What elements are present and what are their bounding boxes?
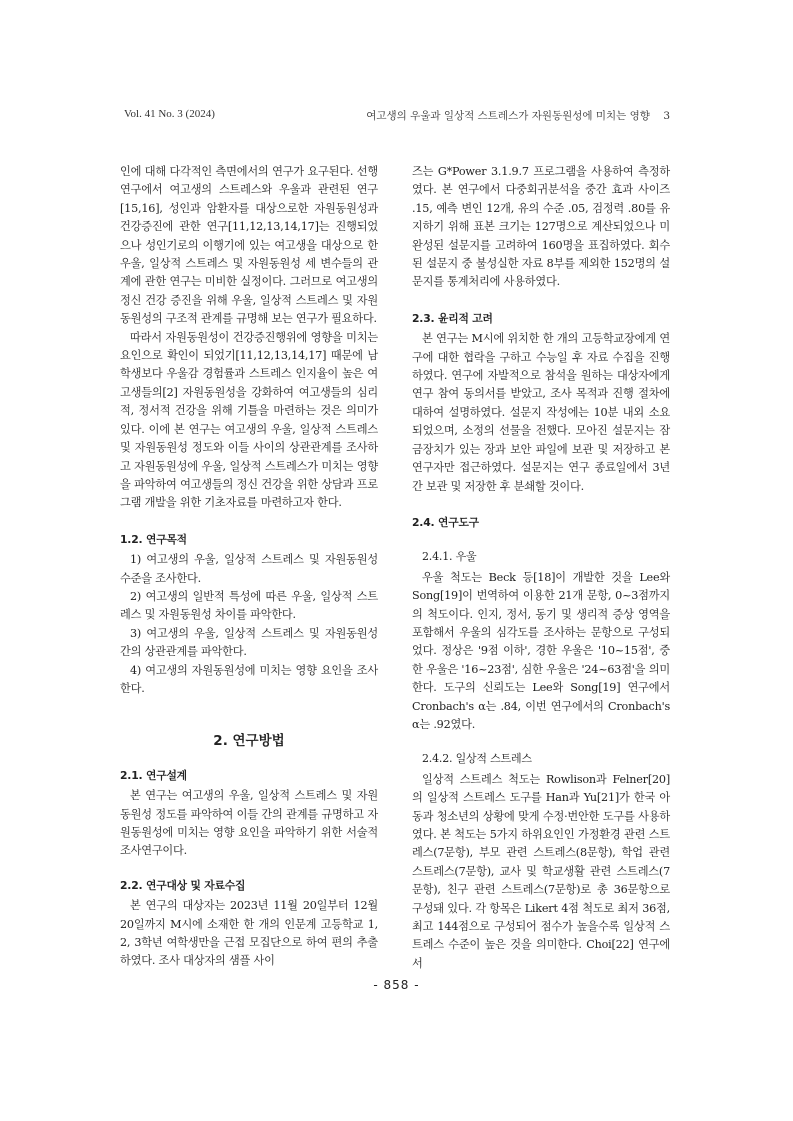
research-design-paragraph: 본 연구는 여고생의 우울, 일상적 스트레스 및 자원동원성 정도를 파악하여 이들 간의 관계를 규명하고 자원동원성에 미치는 영향 요인을 파악하기 위한 서술적 조사연구이다. xyxy=(120,789,378,858)
section-heading-2-4-2: 2.4.2. 일상적 스트레스 xyxy=(422,752,532,766)
intro-paragraph-2: 따라서 자원동원성이 건강증진행위에 영향을 미치는 요인으로 확인이 되었기[11,12,13,14,17] 때문에 남학생보다 우울감 경험률과 스트레스 인지율이 높은 여고생들의[2] 자원동원성을 강화하여 여고생들의 심리적, 정서적 건강을 위해 기틀을 마련하는 것은 의미가 있다. 이에 본 연구는 여고생의 우울, 일상적 스트레스 및 자원동원성 정도와 이들 사이의 상관관계를 조사하고 자원동원성에 우울, 일상적 스트레스가 미치는 영향을 파악하여 여고생들의 정신 건강을 위한 상담과 프로그램 개발을 위한 기초자료를 마련하고자 한다. xyxy=(120,330,378,510)
section-heading-2-1: 2.1. 연구설계 xyxy=(120,768,187,782)
objective-item-1: 1) 여고생의 우울, 일상적 스트레스 및 자원동원성 수준을 조사한다. xyxy=(120,553,378,585)
objective-item-3: 3) 여고생의 우울, 일상적 스트레스 및 자원동원성 간의 상관관계를 파악한다. xyxy=(120,626,378,659)
right-column xyxy=(412,163,670,973)
header-page-number: 3 xyxy=(663,110,670,122)
section-heading-2: 2. 연구방법 xyxy=(213,733,285,750)
running-title xyxy=(366,108,670,123)
objective-item-4: 4) 여고생의 자원동원성에 미치는 영향 요인을 조사한다. xyxy=(120,663,378,695)
page-footer-number: - 858 - xyxy=(373,978,420,992)
sample-size-paragraph: 즈는 G*Power 3.1.9.7 프로그램을 사용하여 측정하였다. 본 연구에서 다중회귀분석을 중간 효과 사이즈 .15, 예측 변인 12개, 유의 수준 .05, 검정력 .80를 유지하기 위해 표본 크기는 127명으로 계산되었으나 미완성된 설문지를 고려하여 160명을 표집하였다. 회수된 설문지 중 불성실한 자료 8부를 제외한 152명의 설문지를 통계처리에 사용하였다. xyxy=(412,165,670,289)
section-heading-1-2: 1.2. 연구목적 xyxy=(120,532,187,546)
depression-scale-paragraph: 우울 척도는 Beck 등[18]이 개발한 것을 Lee와 Song[19]이 번역하여 이용한 21개 문항, 0~3점까지 의 척도이다. 인지, 정서, 동기 및 생리적 증상 영역을 포함해서 우울의 심각도를 조사하는 문항으로 구성되었다. 정상은 '9점 이하', 경한 우울은 '10~15점', 중한 우울은 '16~23점', 심한 우울은 '24~63점'을 의미한다. 도구의 신뢰도는 Lee와 Song[19] 연구에서 Cronbach's α는 .84, 이번 연구에서의 Cronbach's α는 .92였다. xyxy=(412,570,670,731)
section-heading-2-4-1: 2.4.1. 우울 xyxy=(422,550,477,564)
section-heading-2-2: 2.2. 연구대상 및 자료수집 xyxy=(120,878,246,892)
participants-paragraph: 본 연구의 대상자는 2023년 11월 20일부터 12월 20일까지 M시에 소재한 한 개의 인문계 고등학교 1, 2, 3학년 여학생만을 근접 모집단으로 하여 편의 추출하였다. 조사 대상자의 샘플 사이 xyxy=(120,899,378,968)
section-heading-2-3: 2.3. 윤리적 고려 xyxy=(412,311,493,325)
running-title-text: 여고생의 우울과 일상적 스트레스가 자원동원성에 미치는 영향 xyxy=(366,110,650,122)
journal-volume: Vol. 41 No. 3 (2024) xyxy=(124,108,215,120)
intro-paragraph-1: 인에 대해 다각적인 측면에서의 연구가 요구된다. 선행연구에서 여고생의 스트레스와 우울과 관련된 연구[15,16], 성인과 암환자를 대상으로한 자원동원성과 건강증진에 관한 연구[11,12,13,14,17]는 진행되었으나 성인기로의 이행기에 있는 여고생을 대상으로 한 우울, 일상적 스트레스 및 자원동원성 세 변수들의 관계에 관한 연구는 미비한 실정이다. 그러므로 여고생의 정신 건강 증진을 위해 우울, 일상적 스트레스 및 자원동원성의 구조적 관계를 규명해 보는 연구가 필요하다. xyxy=(120,165,378,326)
section-heading-2-4: 2.4. 연구도구 xyxy=(412,515,479,529)
ethics-paragraph: 본 연구는 M시에 위치한 한 개의 고등학교장에게 연구에 대한 협락을 구하고 수능일 후 자료 수집을 진행하였다. 연구에 자발적으로 참석을 원하는 대상자에게 연구 참여 동의서를 받았고, 조사 목적과 진행 절차에 대하여 설명하였다. 설문지 작성에는 10분 내외 소요되었으며, 소정의 선물을 전했다. 모아진 설문지는 잠금장치가 있는 장과 보안 파일에 보관 및 저장하고 본 연구자만 접근하였다. 설문지는 연구 종료일에서 3년간 보관 및 저장한 후 분쇄할 것이다. xyxy=(412,332,670,493)
daily-stress-scale-paragraph: 일상적 스트레스 척도는 Rowlison과 Felner[20]의 일상적 스트레스 도구를 Han과 Yu[21]가 한국 아동과 청소년의 상황에 맞게 수정·번안한 도구를 사용하였다. 본 척도는 5가지 하위요인인 가정환경 관련 스트레스(7문항), 부모 관련 스트레스(8문항), 학업 관련 스트레스(7문항), 교사 및 학교생활 관련 스트레스(7문항), 친구 관련 스트레스(7문항)로 총 36문항으로 구성돼 있다. 각 항목은 Likert 4점 척도로 최저 36점, 최고 144점으로 구성되어 점수가 높을수록 일상적 스트레스 수준이 높은 것을 의미한다. Choi[22] 연구에서 xyxy=(412,772,670,970)
left-column xyxy=(120,163,378,971)
objective-item-2: 2) 여고생의 일반적 특성에 따른 우울, 일상적 스트레스 및 자원동원성 차이를 파악한다. xyxy=(120,589,378,622)
